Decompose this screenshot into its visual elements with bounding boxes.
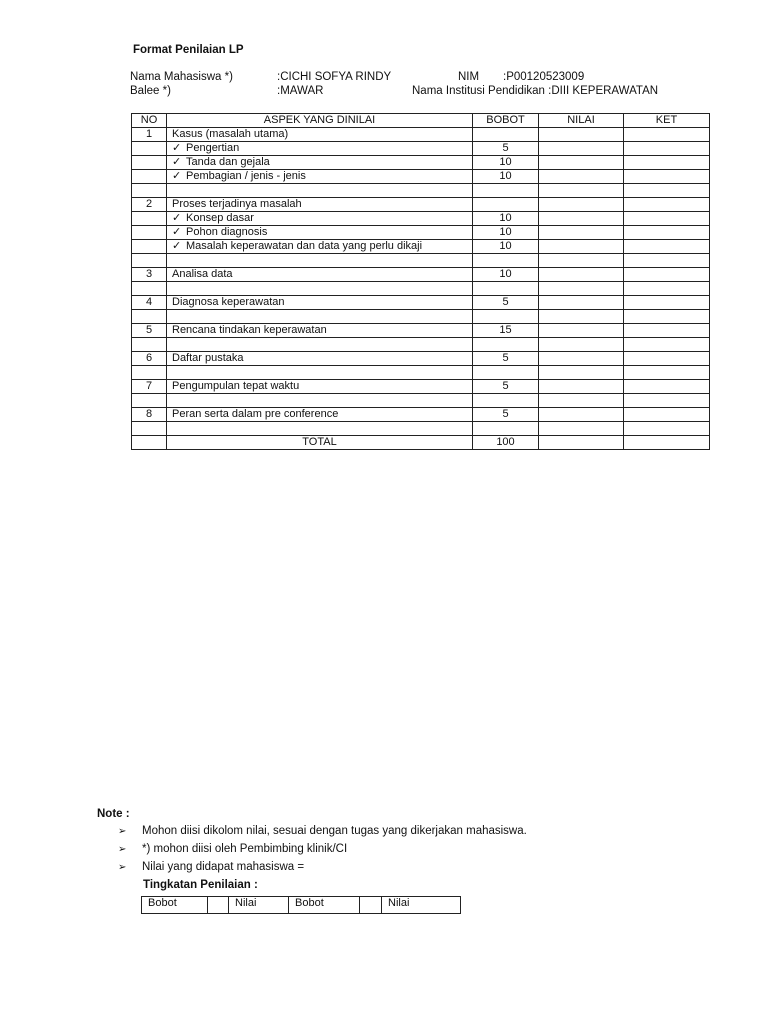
ket-cell[interactable] [624,170,710,184]
row-sub-aspek: ✓ Pembagian / jenis - jenis [167,170,473,184]
row-aspek: Kasus (masalah utama) [167,128,473,142]
ket-cell[interactable] [624,268,710,282]
ket-cell[interactable] [624,296,710,310]
bobot-cell: 5 [473,408,539,422]
bobot-cell: 10 [473,170,539,184]
nim-label: NIM [458,71,480,83]
row-no: 6 [132,352,167,366]
header-ket: KET [624,114,710,128]
table-spacer-row [132,184,710,198]
bobot-cell: 5 [473,142,539,156]
bobot-cell: 10 [473,156,539,170]
nilai-cell[interactable] [539,142,624,156]
row-no: 8 [132,408,167,422]
table-row [132,324,710,338]
table-row [132,170,710,184]
total-row [132,436,710,450]
nilai-cell[interactable] [539,408,624,422]
nilai-cell[interactable] [539,380,624,394]
check-icon: ✓ [172,240,182,252]
arrow-bullet-icon: ➢ [118,826,127,837]
header-nilai: NILAI [539,114,624,128]
nilai-cell[interactable] [539,212,624,226]
row-no [132,142,167,156]
row-no [132,240,167,254]
total-nilai-cell[interactable] [539,436,624,450]
total-label: TOTAL [167,436,473,450]
nilai-cell[interactable] [539,198,624,212]
assessment-table [131,113,710,450]
table-spacer-row [132,422,710,436]
nama-mahasiswa-value: :CICHI SOFYA RINDY [277,71,392,83]
table-row [132,142,710,156]
bobot-cell: 5 [473,296,539,310]
check-icon: ✓ [172,226,182,238]
row-sub-aspek: ✓ Pohon diagnosis [167,226,473,240]
header-no: NO [132,114,167,128]
row-no: 4 [132,296,167,310]
nilai-cell[interactable] [539,226,624,240]
row-no [132,212,167,226]
row-no [132,170,167,184]
row-aspek: Diagnosa keperawatan [167,296,473,310]
table-spacer-row [132,338,710,352]
table-spacer-row [132,310,710,324]
bobot-cell [473,128,539,142]
bobot-cell: 10 [473,268,539,282]
grade-row [142,897,461,914]
table-row [132,240,710,254]
ket-cell[interactable] [624,352,710,366]
row-no: 2 [132,198,167,212]
row-aspek: Daftar pustaka [167,352,473,366]
check-icon: ✓ [172,170,182,182]
ket-cell[interactable] [624,240,710,254]
row-no: 1 [132,128,167,142]
header-bobot: BOBOT [473,114,539,128]
table-row [132,212,710,226]
row-aspek: Peran serta dalam pre conference [167,408,473,422]
ket-cell[interactable] [624,408,710,422]
grade-table [141,896,461,914]
row-aspek: Pengumpulan tepat waktu [167,380,473,394]
grade-bobot-label: Bobot [289,897,360,914]
grade-bobot-label: Bobot [142,897,208,914]
table-row [132,352,710,366]
balee-label: Balee *) [130,85,171,97]
note-title: Note : [97,808,130,820]
total-ket-cell[interactable] [624,436,710,450]
ket-cell[interactable] [624,198,710,212]
note-item: ➢ Mohon diisi dikolom nilai, sesuai dengan tugas yang dikerjakan mahasiswa. [118,825,527,837]
nilai-cell[interactable] [539,296,624,310]
institusi-label: Nama Institusi Pendidikan :DIII KEPERAWATAN [412,85,659,97]
table-spacer-row [132,254,710,268]
bobot-cell: 5 [473,380,539,394]
grade-blank-cell[interactable] [360,897,382,914]
table-row [132,296,710,310]
grade-blank-cell[interactable] [208,897,229,914]
nilai-cell[interactable] [539,156,624,170]
nim-value: :P00120523009 [503,71,585,83]
row-no [132,436,167,450]
nilai-cell[interactable] [539,240,624,254]
ket-cell[interactable] [624,212,710,226]
balee-value: :MAWAR [277,85,324,97]
row-sub-aspek: ✓ Masalah keperawatan dan data yang perlu dikaji [167,240,473,254]
table-row [132,198,710,212]
nilai-cell[interactable] [539,352,624,366]
bobot-cell: 15 [473,324,539,338]
table-spacer-row [132,366,710,380]
row-no: 5 [132,324,167,338]
ket-cell[interactable] [624,142,710,156]
bobot-cell: 10 [473,226,539,240]
grade-nilai-label: Nilai [382,897,461,914]
ket-cell[interactable] [624,226,710,240]
table-row [132,380,710,394]
table-row [132,408,710,422]
arrow-bullet-icon: ➢ [118,844,127,855]
ket-cell[interactable] [624,156,710,170]
table-row [132,128,710,142]
nilai-cell[interactable] [539,128,624,142]
row-aspek: Analisa data [167,268,473,282]
row-sub-aspek: ✓ Konsep dasar [167,212,473,226]
bobot-cell: 10 [473,212,539,226]
table-row [132,226,710,240]
row-no: 3 [132,268,167,282]
table-row [132,268,710,282]
document-title: Format Penilaian LP [133,44,244,56]
table-spacer-row [132,394,710,408]
arrow-bullet-icon: ➢ [118,862,127,873]
nama-mahasiswa-label: Nama Mahasiswa *) [130,71,233,83]
nilai-cell[interactable] [539,324,624,338]
table-header-row [132,114,710,128]
table-row [132,156,710,170]
check-icon: ✓ [172,142,182,154]
ket-cell[interactable] [624,324,710,338]
row-no [132,226,167,240]
row-sub-aspek: ✓ Pengertian [167,142,473,156]
bobot-cell: 10 [473,240,539,254]
table-spacer-row [132,282,710,296]
header-aspek: ASPEK YANG DINILAI [167,114,473,128]
row-aspek: Rencana tindakan keperawatan [167,324,473,338]
note-item: ➢ Nilai yang didapat mahasiswa = [118,861,305,873]
row-no: 7 [132,380,167,394]
grade-nilai-label: Nilai [229,897,289,914]
check-icon: ✓ [172,212,182,224]
nilai-cell[interactable] [539,268,624,282]
row-aspek: Proses terjadinya masalah [167,198,473,212]
ket-cell[interactable] [624,128,710,142]
bobot-cell: 5 [473,352,539,366]
row-no [132,156,167,170]
check-icon: ✓ [172,156,182,168]
nilai-cell[interactable] [539,170,624,184]
bobot-cell [473,198,539,212]
ket-cell[interactable] [624,380,710,394]
note-item: ➢ *) mohon diisi oleh Pembimbing klinik/CI [118,843,348,855]
tingkatan-penilaian-title: Tingkatan Penilaian : [143,879,258,891]
total-bobot: 100 [473,436,539,450]
row-sub-aspek: ✓ Tanda dan gejala [167,156,473,170]
